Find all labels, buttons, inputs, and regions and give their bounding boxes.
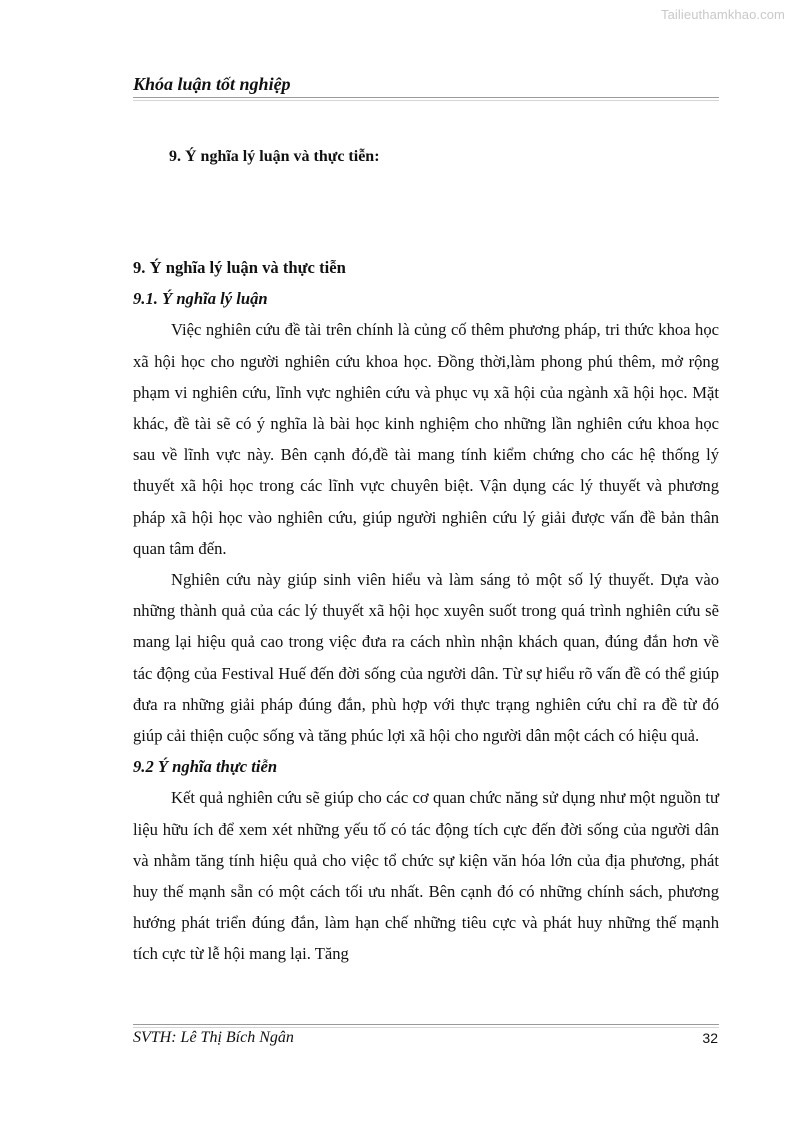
subsection-heading-2: 9.2 Ý nghĩa thực tiễn [133, 757, 278, 777]
paragraph-3: Kết quả nghiên cứu sẽ giúp cho các cơ quan chức năng sử dụng như một nguồn tư liệu hữu ích để xem xét những yếu tố có tác động tích cực đến đời sống của người dân và nhằm tăng tính hiệu quả cho việc tổ chức sự kiện văn hóa lớn của địa phương, phát huy thế mạnh sẵn có một cách tối ưu nhất. Bên cạnh đó có những chính sách, phương hướng phát triển đúng đắn, làm hạn chế những tiêu cực và phát huy những thế mạnh tích cực từ lễ hội mang lại. Tăng [133, 788, 719, 964]
paragraph-2: Nghiên cứu này giúp sinh viên hiểu và làm sáng tỏ một số lý thuyết. Dựa vào những thành quả của các lý thuyết xã hội học xuyên suốt trong quá trình nghiên cứu sẽ mang lại hiệu quả cao trong việc đưa ra cách nhìn nhận khách quan, đúng đắn hơn về tác động của Festival Huế đến đời sống của người dân. Từ sự hiểu rõ vấn đề có thể giúp đưa ra những giải pháp đúng đắn, phù hợp với thực trạng nghiên cứu chỉ ra đề từ đó giúp cải thiện cuộc sống và tăng phúc lợi xã hội cho người dân một cách có hiệu quả. [133, 570, 719, 746]
watermark: Tailieuthamkhao.com [660, 7, 785, 22]
section-heading-top: 9. Ý nghĩa lý luận và thực tiễn: [169, 148, 380, 165]
header-divider-secondary [133, 100, 719, 101]
subsection-heading-1: 9.1. Ý nghĩa lý luận [133, 289, 268, 309]
section-heading: 9. Ý nghĩa lý luận và thực tiễn [133, 258, 346, 277]
header-divider [133, 97, 719, 98]
paragraph-1: Việc nghiên cứu đề tài trên chính là củng cố thêm phương pháp, tri thức khoa học xã hội học cho người nghiên cứu khoa học. Đồng thời,làm phong phú thêm, mở rộng phạm vi nghiên cứu, lĩnh vực nghiên cứu và phục vụ xã hội của ngành xã hội học. Mặt khác, đề tài sẽ có ý nghĩa là bài học kinh nghiệm cho những lần nghiên cứu khoa học sau về lĩnh vực này. Bên cạnh đó,đề tài mang tính kiểm chứng cho các hệ thống lý thuyết xã hội học trong các lĩnh vực chuyên biệt. Vận dụng các lý thuyết và phương pháp xã hội học vào nghiên cứu, giúp người nghiên cứu lý giải được vấn đề bản thân quan tâm đến. [133, 320, 719, 558]
footer-author: SVTH: Lê Thị Bích Ngân [133, 1029, 294, 1046]
main-content [133, 252, 719, 970]
header-title: Khóa luận tốt nghiệp [133, 74, 291, 94]
page-number: 32 [702, 1030, 718, 1046]
footer-divider [133, 1024, 719, 1025]
footer-divider-secondary [133, 1027, 719, 1028]
